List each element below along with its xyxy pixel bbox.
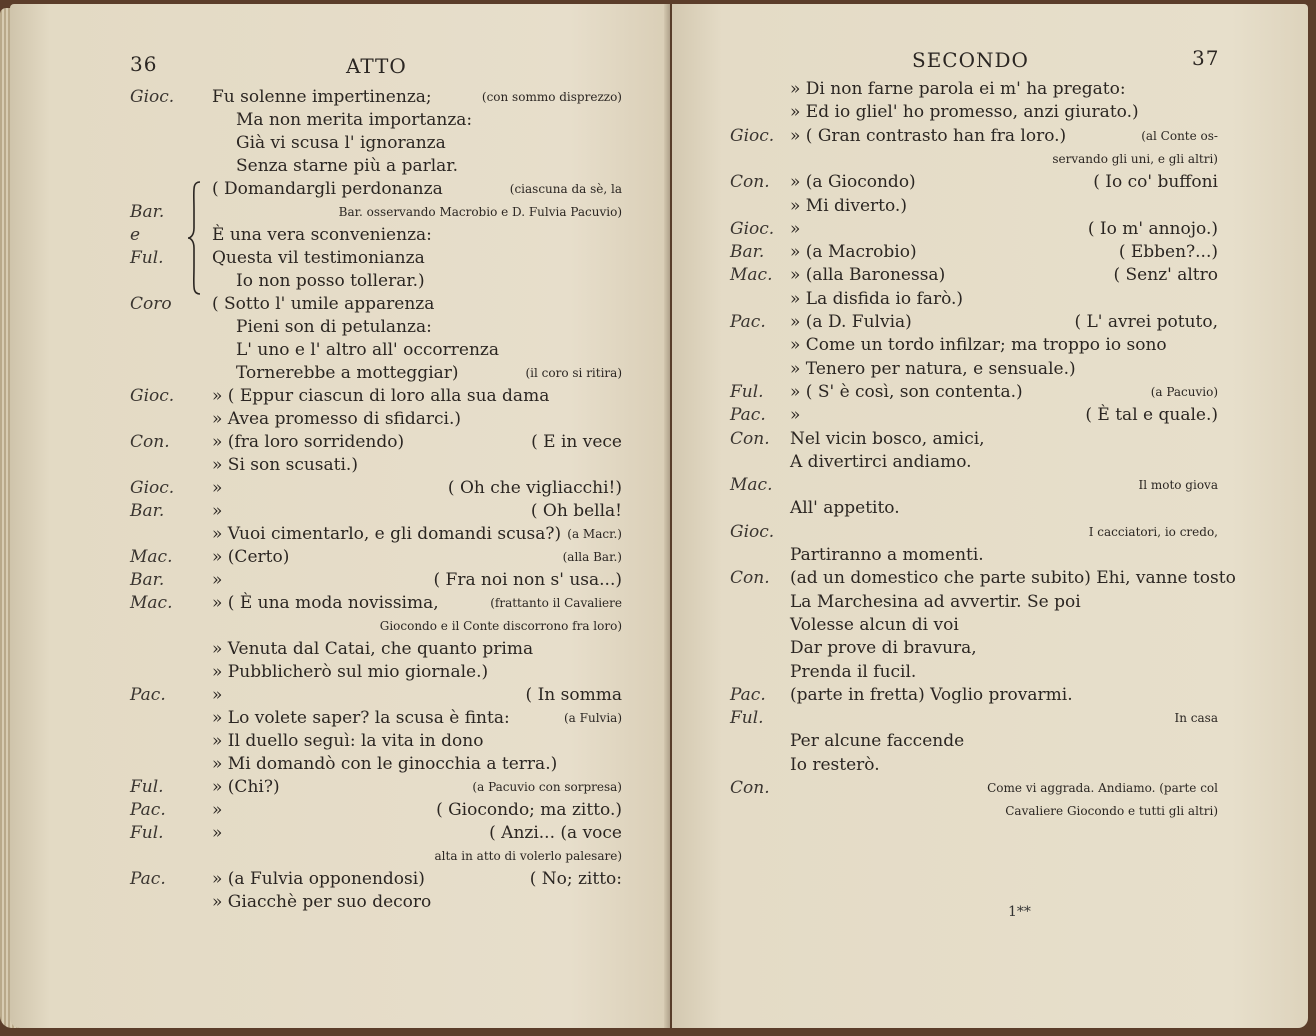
- stage-direction: ( Anzi... (a voce: [489, 823, 622, 843]
- verse-text: » ( Eppur ciascun di loro alla sua dama: [212, 386, 550, 406]
- speaker-name: Bar.: [730, 242, 765, 263]
- speaker-name: Gioc.: [130, 478, 175, 498]
- verse-text: » Ed io gliel' ho promesso, anzi giurato.): [790, 102, 1139, 123]
- verse-text: Ma non merita importanza:: [236, 110, 473, 130]
- verse-text: » (a D. Fulvia): [790, 312, 912, 332]
- stage-direction: (al Conte os-: [1141, 128, 1218, 143]
- speaker-name: Con.: [730, 428, 770, 449]
- speaker-name: Gioc.: [130, 386, 175, 406]
- speaker-name: Ful.: [130, 248, 164, 268]
- stage-direction: alta in atto di volerlo palesare): [434, 849, 622, 863]
- verse-text: » Si son scusati.): [212, 455, 358, 475]
- speaker-name: Gioc.: [130, 87, 175, 107]
- running-head: SECONDO: [912, 48, 1029, 72]
- stage-direction: (alla Bar.): [562, 550, 622, 564]
- verse-text: »: [212, 823, 223, 843]
- speaker-name: Gioc.: [730, 125, 775, 146]
- verse-text: Senza starne più a parlar.: [236, 156, 458, 176]
- verse-text: All' appetito.: [790, 498, 900, 519]
- verse-text: » Giacchè per suo decoro: [212, 892, 432, 912]
- stage-direction: ( Ebben?...): [1118, 242, 1218, 263]
- speaker-name: Ful.: [730, 381, 764, 402]
- speaker-name: Ful.: [130, 823, 164, 843]
- running-head: ATTO: [346, 54, 407, 78]
- verse-text: Prenda il fucil.: [790, 661, 917, 682]
- verse-text: Già vi scusa l' ignoranza: [236, 133, 446, 153]
- verse-text: Io non posso tollerar.): [236, 271, 425, 291]
- verse-text: » Venuta dal Catai, che quanto prima: [212, 639, 534, 659]
- verse-text: » ( È una moda novissima,: [212, 593, 439, 613]
- speaker-name: Con.: [730, 568, 770, 589]
- stage-direction: In casa: [1174, 711, 1218, 726]
- verse-text: Volesse alcun di voi: [790, 614, 959, 635]
- stage-direction: (a Pacuvio): [1150, 384, 1218, 399]
- signature-mark: 1**: [1008, 904, 1031, 920]
- stage-direction: (a Fulvia): [564, 711, 622, 725]
- speaker-name: Gioc.: [730, 521, 775, 542]
- speaker-name: Pac.: [730, 312, 766, 332]
- verse-text: L' uno e l' altro all' occorrenza: [236, 340, 500, 360]
- stage-direction: (il coro si ritira): [525, 366, 622, 380]
- verse-text: » Tenero per natura, e sensuale.): [790, 358, 1076, 379]
- speaker-name: Ful.: [130, 777, 164, 797]
- verse-text: » Lo volete saper? la scusa è finta:: [212, 708, 510, 728]
- verse-text: (ad un domestico che parte subito) Ehi, vanne tosto: [790, 568, 1236, 589]
- stage-direction: Bar. osservando Macrobio e D. Fulvia Pacuvio): [338, 205, 622, 219]
- stage-direction: Giocondo e il Conte discorrono fra loro): [379, 619, 622, 633]
- verse-text: » Vuoi cimentarlo, e gli domandi scusa?): [212, 524, 562, 544]
- verse-text: Fu solenne impertinenza;: [212, 87, 432, 107]
- speaker-name: Pac.: [130, 869, 166, 889]
- stage-direction: ( Oh che vigliacchi!): [447, 478, 622, 498]
- verse-text: Pieni son di petulanza:: [236, 317, 432, 337]
- speaker-name: Pac.: [130, 800, 166, 820]
- stage-direction: I cacciatori, io credo,: [1088, 524, 1218, 539]
- speaker-name: Pac.: [730, 684, 766, 705]
- stage-direction: ( E in vece: [531, 432, 622, 452]
- speaker-name: Con.: [130, 432, 170, 452]
- verse-text: » Mi domandò con le ginocchia a terra.): [212, 754, 558, 774]
- stage-direction: ( L' avrei potuto,: [1074, 312, 1218, 332]
- verse-text: (parte in fretta) Voglio provarmi.: [790, 684, 1073, 705]
- verse-text: »: [212, 800, 223, 820]
- stage-direction: (a Pacuvio con sorpresa): [472, 780, 622, 794]
- verse-text: » (Certo): [212, 547, 290, 567]
- verse-text: » (a Macrobio): [790, 242, 917, 263]
- verse-text: » (a Fulvia opponendosi): [212, 869, 425, 889]
- verse-text: Tornerebbe a motteggiar): [236, 363, 459, 383]
- verse-text: » ( Gran contrasto han fra loro.): [790, 125, 1067, 146]
- speaker-name: e: [130, 225, 141, 245]
- stage-direction: ( Io m' annojo.): [1087, 218, 1218, 239]
- stage-direction: ( Io co' buffoni: [1093, 172, 1218, 193]
- stage-direction: Cavaliere Giocondo e tutti gli altri): [1005, 804, 1218, 819]
- stage-direction: Come vi aggrada. Andiamo. (parte col: [987, 781, 1218, 795]
- verse-text: Dar prove di bravura,: [790, 638, 977, 659]
- verse-text: A divertirci andiamo.: [790, 451, 972, 472]
- verse-text: » (alla Baronessa): [790, 265, 946, 286]
- speaker-name: Mac.: [730, 475, 773, 496]
- verse-text: ( Sotto l' umile apparenza: [212, 294, 435, 314]
- verse-text: » Di non farne parola ei m' ha pregato:: [790, 79, 1126, 99]
- verse-text: » (fra loro sorridendo): [212, 432, 405, 452]
- verse-text: »: [790, 218, 801, 239]
- page-number: 36: [130, 52, 158, 76]
- verse-text: Questa vil testimonianza: [212, 248, 425, 268]
- verse-text: ( Domandargli perdonanza: [212, 179, 443, 199]
- verse-text: » La disfida io farò.): [790, 288, 964, 309]
- speaker-name: Pac.: [730, 405, 766, 426]
- verse-text: »: [212, 478, 223, 498]
- verse-text: » (Chi?): [212, 777, 280, 797]
- stage-direction: Il moto giova: [1138, 478, 1218, 493]
- speaker-name: Bar.: [130, 570, 165, 590]
- stage-direction: servando gli uni, e gli altri): [1052, 151, 1218, 166]
- stage-direction: ( È tal e quale.): [1085, 405, 1218, 426]
- stage-direction: ( Senz' altro: [1113, 265, 1218, 286]
- verse-text: »: [212, 570, 223, 590]
- speaker-name: Gioc.: [730, 218, 775, 239]
- verse-text: » (a Giocondo): [790, 172, 916, 193]
- stage-direction: ( No; zitto:: [529, 869, 622, 889]
- speaker-name: Mac.: [130, 593, 173, 613]
- speaker-name: Con.: [730, 778, 770, 798]
- speaker-name: Bar.: [130, 202, 165, 222]
- verse-text: Partiranno a momenti.: [790, 545, 984, 565]
- stage-direction: ( In somma: [525, 685, 622, 705]
- speaker-name: Mac.: [730, 265, 773, 286]
- right-page: [672, 4, 1308, 1028]
- speaker-name: Mac.: [130, 547, 173, 567]
- speaker-name: Pac.: [130, 685, 166, 705]
- stage-direction: ( Giocondo; ma zitto.): [436, 800, 622, 820]
- verse-text: La Marchesina ad avvertir. Se poi: [790, 591, 1081, 612]
- verse-text: Per alcune faccende: [790, 731, 965, 752]
- verse-text: » Mi diverto.): [790, 195, 907, 216]
- verse-text: »: [790, 405, 801, 426]
- left-page: [10, 4, 670, 1028]
- verse-text: » Il duello seguì: la vita in dono: [212, 731, 484, 751]
- page-number: 37: [1192, 46, 1220, 70]
- verse-text: Io resterò.: [790, 754, 880, 775]
- verse-text: » ( S' è così, son contenta.): [790, 381, 1023, 402]
- speaker-name: Con.: [730, 172, 770, 193]
- verse-text: È una vera sconvenienza:: [212, 225, 432, 245]
- speaker-name: Bar.: [130, 501, 165, 521]
- verse-text: » Come un tordo infilzar; ma troppo io sono: [790, 335, 1167, 356]
- stage-direction: (con sommo disprezzo): [481, 90, 622, 104]
- verse-text: » Pubblicherò sul mio giornale.): [212, 662, 489, 682]
- stage-direction: (ciascuna da sè, la: [509, 182, 622, 196]
- speaker-name: Ful.: [730, 708, 764, 729]
- verse-text: Nel vicin bosco, amici,: [790, 428, 985, 449]
- brace-icon: [186, 180, 204, 296]
- stage-direction: ( Fra noi non s' usa...): [433, 570, 622, 590]
- verse-text: »: [212, 501, 223, 521]
- stage-direction: ( Oh bella!: [530, 501, 622, 521]
- verse-text: »: [212, 685, 223, 705]
- stage-direction: (frattanto il Cavaliere: [490, 596, 622, 610]
- speaker-name: Coro: [130, 294, 172, 314]
- stage-direction: (a Macr.): [567, 527, 622, 541]
- verse-text: » Avea promesso di sfidarci.): [212, 409, 462, 429]
